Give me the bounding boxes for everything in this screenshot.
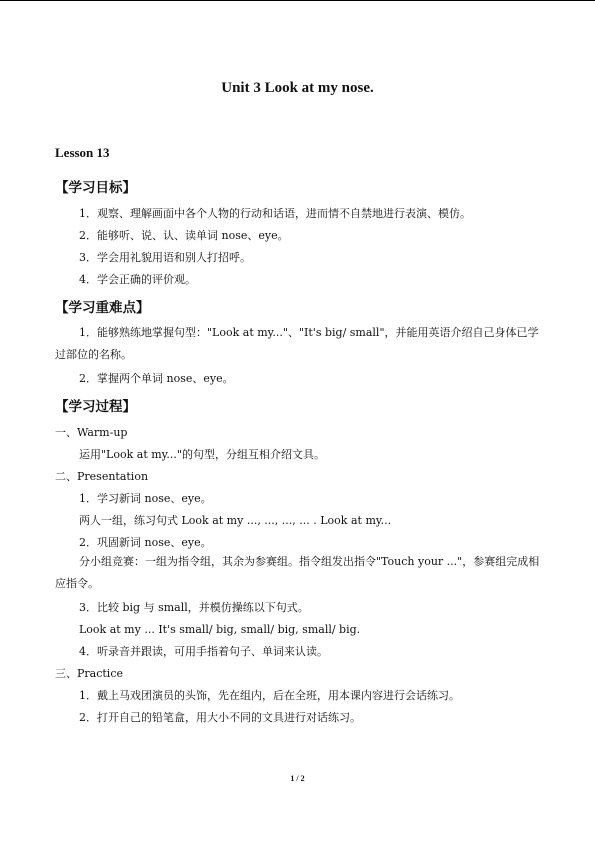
section-heading-process: 【学习过程】: [55, 399, 136, 415]
presentation-step-2-text: 分小组竞赛：一组为指令组，其余为参赛组。指令组发出指令"Touch your ..."，参赛组完成相应指令。: [55, 555, 540, 590]
top-border-line: [0, 0, 595, 1]
page-number: 1 / 2: [290, 774, 305, 783]
keypoint-item-2: 2．掌握两个单词 nose、eye。: [79, 372, 234, 385]
presentation-step-1-text: 两人一组，练习句式 Look at my ..., ..., ..., ... . Look at my...: [79, 514, 392, 527]
practice-title: 三、Practice: [55, 667, 123, 680]
page-title: Unit 3 Look at my nose.: [221, 80, 374, 96]
goal-item-3: 3．学会用礼貌用语和别人打招呼。: [79, 251, 251, 264]
presentation-step-3-text: Look at my ... It's small/ big, small/ big, small/ big.: [79, 623, 361, 636]
presentation-step-2: 2．巩固新词 nose、eye。: [79, 536, 212, 549]
lesson-heading: Lesson 13: [55, 145, 110, 160]
goal-item-1: 1．观察、理解画面中各个人物的行动和话语，进而情不自禁地进行表演、模仿。: [79, 207, 471, 220]
practice-step-2: 2．打开自己的铅笔盒，用大小不同的文具进行对话练习。: [79, 711, 361, 724]
presentation-title: 二、Presentation: [55, 470, 149, 483]
presentation-step-1: 1．学习新词 nose、eye。: [79, 492, 212, 505]
presentation-step-3: 3．比较 big 与 small，并模仿操练以下句式。: [79, 601, 309, 614]
section-heading-goals: 【学习目标】: [55, 180, 136, 196]
warmup-text: 运用"Look at my..."的句型，分组互相介绍文具。: [79, 448, 325, 461]
keypoint-item-1: 1．能够熟练地掌握句型："Look at my..."、"It's big/ small"，并能用英语介绍自己身体已学过部位的名称。: [55, 326, 539, 361]
goal-item-2: 2．能够听、说、认、读单词 nose、eye。: [79, 229, 289, 242]
presentation-step-4: 4．听录音并跟读，可用手指着句子、单词来认读。: [79, 645, 328, 658]
practice-step-1: 1．戴上马戏团演员的头饰，先在组内，后在全班，用本课内容进行会话练习。: [79, 689, 460, 702]
warmup-title: 一、Warm-up: [55, 426, 128, 439]
goal-item-4: 4．学会正确的评价观。: [79, 273, 196, 286]
section-heading-keypoints: 【学习重难点】: [55, 300, 150, 316]
